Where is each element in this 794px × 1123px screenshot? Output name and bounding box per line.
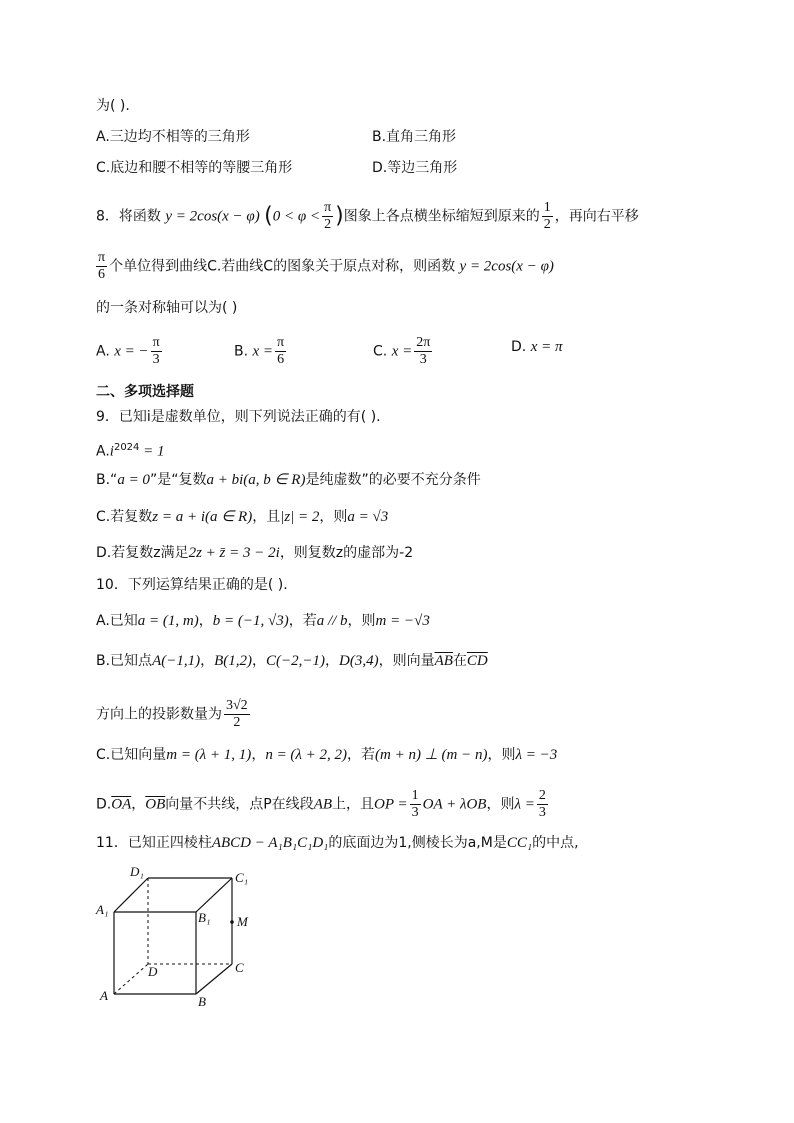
q7-option-a: A.三边均不相等的三角形	[96, 129, 250, 145]
label-m: M	[237, 914, 248, 929]
label-c1: C₁	[235, 870, 249, 885]
q8-option-d: D. x = π	[511, 339, 563, 355]
edge-b1c1	[196, 878, 232, 912]
q10-option-b: B.已知点A(−1,1)，B(1,2)，C(−2,−1)，D(3,4)，则向量$\overline{AB}$在$\overline{CD}$	[96, 653, 488, 669]
q7-option-c: C.底边和腰不相等的等腰三角形	[96, 160, 293, 176]
label-a: A	[100, 988, 108, 1003]
q7-option-b: B.直角三角形	[372, 129, 457, 145]
q10-option-d: $D.\overline{OA}$，$\overline{OB}$向量不共线，点P在线段AB上，且OP = $\frac{1}{3}$ OA + λOB，则λ = $\frac{2}{3}$	[96, 788, 546, 820]
q9-stem: 9．已知i是虚数单位，则下列说法正确的有( ).	[96, 409, 381, 425]
q10-option-b-line2: 方向上的投影数量为 $\frac{3√2}{2}$	[96, 698, 248, 730]
prism-figure	[92, 862, 262, 1012]
q8-option-b: B. x = $\frac{\pi}{6}$	[234, 335, 285, 367]
q11-stem: 11．已知正四棱柱ABCD − A₁B₁C₁D₁的底面边为1,侧棱长为a,M是CC₁的中点,	[96, 835, 579, 851]
q9-option-b: B.“a = 0”是“复数a + bi(a, b ∈ R)是纯虚数”的必要不充分条件	[96, 472, 481, 488]
q9-option-c: C.若复数z = a + i(a ∈ R)，且|z| = 2，则a = √3	[96, 509, 389, 525]
label-d1: D₁	[130, 864, 144, 879]
q8-option-c: C. x = $\frac{2\pi}{3}$	[373, 335, 431, 367]
q10-option-a: A.已知a = (1, m)，b = (−1, √3)，若a // b，则m = −√3	[96, 613, 430, 629]
q9-option-d: D.若复数z满足2z + z̄ = 3 − 2i，则复数z的虚部为-2	[96, 545, 414, 561]
q10-stem: 10．下列运算结果正确的是( ).	[96, 577, 288, 593]
section-heading: 二、多项选择题	[96, 384, 194, 400]
label-b: B	[198, 994, 206, 1009]
q10-option-c: C.已知向量m = (λ + 1, 1)，n = (λ + 2, 2)，若(m + n) ⊥ (m − n)，则λ = −3	[96, 747, 558, 763]
q8-line2: $\frac{\pi}{6}$ 个单位得到曲线C.若曲线C的图象关于原点对称，则函数 y = 2cos(x − φ)	[98, 250, 554, 282]
q8-line3: 的一条对称轴可以为( )	[96, 300, 238, 316]
label-c: C	[235, 960, 244, 975]
edge-a1d1	[114, 878, 148, 912]
q7-tail: 为( ).	[96, 98, 130, 114]
q8-option-a: A. x = − $\frac{\pi}{3}$	[96, 335, 160, 367]
q8-line1: 8．将函数 y = 2cos(x − φ) (0 < φ < $\frac{\pi}{2}$ )图象上各点横坐标缩短到原来的 $\frac{1}{2}$ ，再向右平移	[96, 200, 639, 232]
q7-option-d: D.等边三角形	[372, 160, 458, 176]
q9-option-a: $A.i^{2024} = 1$	[96, 442, 165, 460]
label-a1: A₁	[96, 902, 109, 917]
point-m	[230, 920, 234, 924]
edge-bc	[196, 964, 232, 994]
edge-ad	[114, 964, 148, 994]
label-d: D	[148, 964, 158, 979]
label-b1: B₁	[198, 910, 211, 925]
